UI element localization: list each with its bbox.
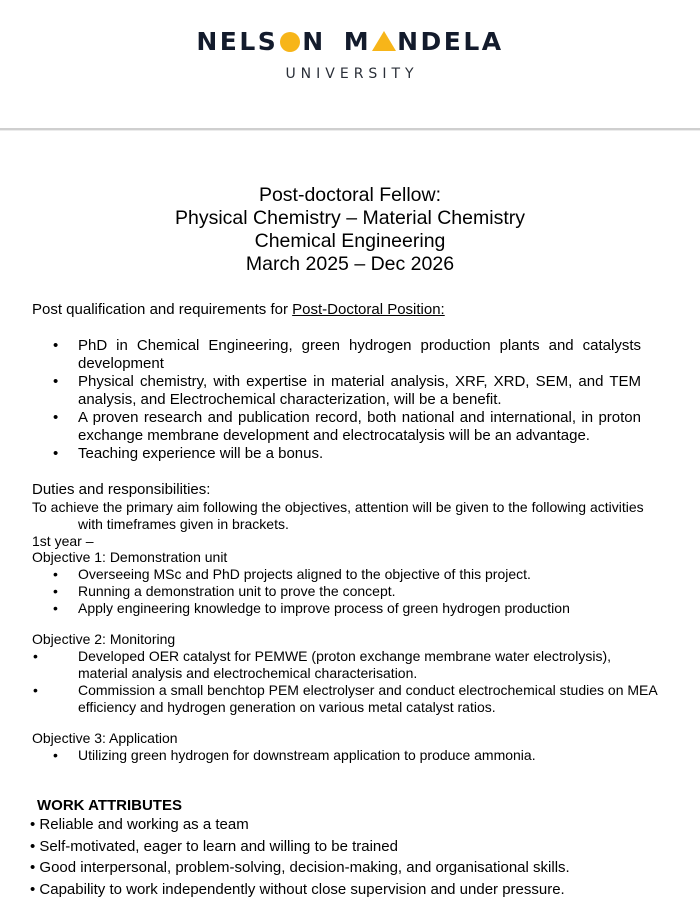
logo-text-n: N: [302, 27, 326, 56]
list-item-text: A proven research and publication record, both national and international, in proton exchange membrane development and electrocatalysis will be an advantage.: [78, 409, 641, 444]
title-line: Physical Chemistry – Material Chemistry: [174, 207, 525, 229]
duties-intro-line2: with timeframes given in brackets.: [78, 516, 289, 532]
logo-word-nelson: [196, 27, 325, 57]
list-item: [53, 583, 570, 600]
list-item: [53, 337, 641, 373]
list-item-text: Teaching experience will be a bonus.: [78, 445, 324, 462]
list-item: [53, 600, 570, 617]
bullet-icon: •: [33, 682, 38, 698]
list-item: [33, 648, 658, 682]
objective-3-list: [53, 747, 536, 764]
requirements-list: [53, 337, 641, 463]
list-item: • Capability to work independently without close supervision and under pressure.: [30, 880, 565, 898]
page-header: [0, 0, 700, 130]
bullet-icon: •: [53, 445, 59, 462]
list-item-text: Commission a small benchtop PEM electrolyser and conduct electrochemical studies on MEA: [78, 682, 658, 698]
bullet-icon: •: [53, 337, 59, 354]
list-item: [53, 747, 536, 764]
objective-1-title: Objective 1: Demonstration unit: [32, 549, 228, 565]
logo-subtitle: UNIVERSITY: [285, 66, 419, 82]
list-item-text: Overseeing MSc and PhD projects aligned to the objective of this project.: [78, 566, 531, 582]
title-line: March 2025 – Dec 2026: [245, 253, 455, 275]
work-attributes-list: [30, 814, 570, 900]
list-item-text: Apply engineering knowledge to improve process of green hydrogen production: [78, 600, 570, 616]
bullet-icon: •: [53, 583, 58, 599]
duties-intro-line1: To achieve the primary aim following the objectives, attention will be given to the following activities: [32, 499, 644, 515]
header-divider: [0, 128, 700, 131]
list-item: • Good interpersonal, problem-solving, decision-making, and organisational skills.: [30, 859, 570, 876]
logo-word-mandela: [344, 27, 504, 57]
title-line: Post-doctoral Fellow:: [258, 184, 442, 206]
work-attributes-heading: WORK ATTRIBUTES: [37, 797, 182, 814]
list-item: [53, 566, 570, 583]
objective-2-list: [33, 648, 658, 716]
list-item: • Reliable and working as a team: [30, 816, 249, 833]
bullet-icon: •: [53, 373, 59, 390]
logo-circle-icon: [280, 32, 300, 52]
page-title: [0, 184, 700, 276]
list-item: • Self-motivated, eager to learn and willing to be trained: [30, 837, 398, 855]
requirements-position-link: Post-Doctoral Position:: [292, 301, 445, 318]
logo-text-nels: NELS: [196, 27, 279, 56]
logo-triangle-icon: [372, 31, 396, 51]
list-item-text: Physical chemistry, with expertise in material analysis, XRF, XRD, SEM, and TEM analysis, and Electrochemical characterization, will be a benefit.: [78, 373, 641, 408]
bullet-icon: •: [33, 648, 38, 664]
list-item: [53, 373, 641, 409]
bullet-icon: •: [53, 409, 59, 426]
requirements-intro: [32, 301, 445, 319]
list-item-text: PhD in Chemical Engineering, green hydrogen production plants and catalysts development: [78, 337, 641, 372]
list-item-text: Utilizing green hydrogen for downstream application to produce ammonia.: [78, 747, 536, 763]
logo-text-ndela: NDELA: [397, 27, 504, 56]
duties-heading: Duties and responsibilities:: [32, 481, 211, 498]
list-item: [53, 445, 641, 463]
objective-1-list: [53, 566, 570, 617]
title-line: Chemical Engineering: [254, 230, 446, 252]
bullet-icon: •: [53, 566, 58, 582]
requirements-intro-text: Post qualification and requirements for: [32, 301, 293, 318]
list-item: [53, 409, 641, 445]
bullet-icon: •: [53, 600, 58, 616]
list-item-text: efficiency and hydrogen generation on various metal catalyst ratios.: [78, 699, 496, 715]
objective-2-title: Objective 2: Monitoring: [32, 631, 176, 647]
list-item: [33, 682, 658, 716]
objective-3-title: Objective 3: Application: [32, 730, 178, 746]
bullet-icon: •: [53, 747, 58, 763]
list-item-text: material analysis and electrochemical characterisation.: [78, 665, 418, 681]
list-item-text: Running a demonstration unit to prove the concept.: [78, 583, 396, 599]
university-logo: [0, 27, 700, 57]
duties-year: 1st year –: [32, 533, 94, 549]
logo-text-m: M: [343, 27, 372, 56]
list-item-text: Developed OER catalyst for PEMWE (proton exchange membrane water electrolysis),: [78, 648, 611, 664]
